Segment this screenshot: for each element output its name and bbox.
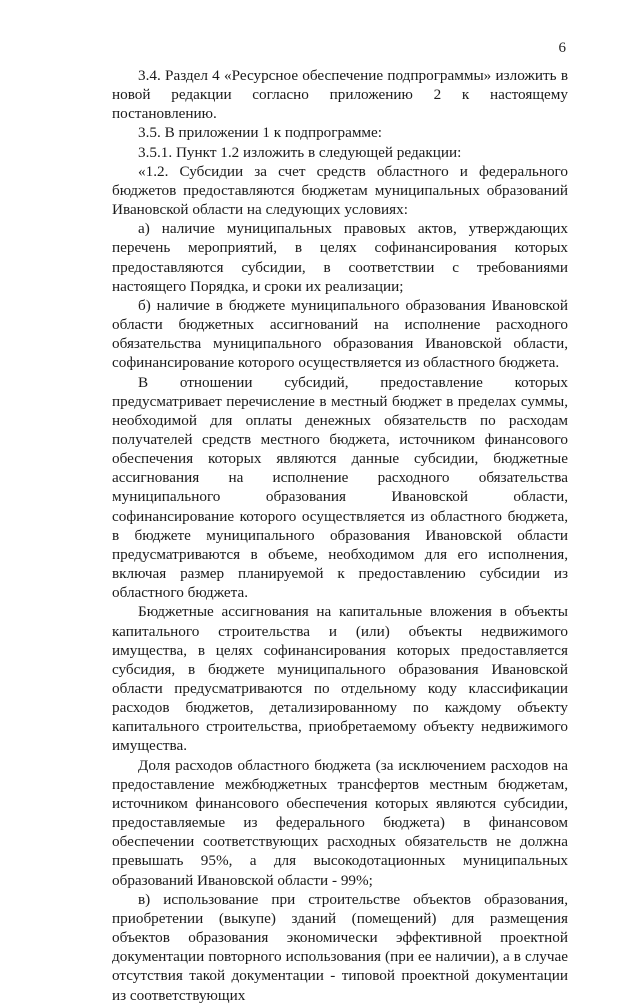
paragraph-budget-share: Доля расходов областного бюджета (за исключением расходов на предоставление межбюджетных трансфертов местным бюджетам, источником финансового обеспечения которых являются субсидии, предоставляемые из федерального бюджета) в финансовом обеспечении соответствующих расходных обязательств не должна превышать 95%, а для высокодотационных муниципальных образований Ивановской области - 99%; — [112, 756, 568, 889]
paragraph-section-3-5-1: 3.5.1. Пункт 1.2 изложить в следующей редакции: — [138, 143, 462, 161]
paragraph-clause-1-2: «1.2. Субсидии за счет средств областного и федерального бюджетов предоставляются бюджетам муниципальных образований Ивановской области на следующих условиях: — [112, 162, 568, 219]
paragraph-capital-investments: Бюджетные ассигнования на капитальные вложения в объекты капитального строительства и (или) объекты недвижимого имущества, в целях софинансирования которых предоставляется субсидия, в бюджете муниципального образования Ивановской области предусматриваются по отдельному коду классификации расходов бюджетов, детализированному по каждому объекту капитального строительства, приобретаемому объекту недвижимого имущества. — [112, 603, 568, 755]
paragraph-condition-a: а) наличие муниципальных правовых актов, утверждающих перечень мероприятий, в целях софинансирования которых предоставляются субсидии, в соответствии с требованиями настоящего Порядка, и сроки их реализации; — [112, 220, 568, 295]
page-number: 6 — [558, 40, 566, 56]
document-body — [112, 66, 568, 1005]
paragraph-section-3-5: 3.5. В приложении 1 к подпрограмме: — [138, 124, 383, 142]
paragraph-condition-c: в) использование при строительстве объектов образования, приобретении (выкупе) зданий (помещений) для размещения объектов образования экономически эффективной проектной документации повторного использования (при ее наличии), а в случае отсутствия такой документации - типовой проектной документации из соответствующих — [112, 890, 568, 1004]
paragraph-section-3-4: 3.4. Раздел 4 «Ресурсное обеспечение подпрограммы» изложить в новой редакции согласно приложению 2 к настоящему постановлению. — [112, 67, 568, 123]
paragraph-condition-b: б) наличие в бюджете муниципального образования Ивановской области бюджетных ассигнований на исполнение расходного обязательства муниципального образования Ивановской области, софинансирование которого осуществляется из областного бюджета. — [112, 296, 568, 372]
paragraph-subsidies-transfer: В отношении субсидий, предоставление которых предусматривает перечисление в местный бюджет в пределах суммы, необходимой для оплаты денежных обязательств по расходам получателей средств местного бюджета, источником финансового обеспечения которых являются данные субсидии, бюджетные ассигнования на исполнение расходного обязательства муниципального образования Ивановской области, софинансирование которого осуществляется из областного бюджета, в бюджете муниципального образования Ивановской области предусматриваются в объеме, необходимом для его исполнения, включая размер планируемой к предоставлению субсидии из областного бюджета. — [112, 373, 568, 602]
